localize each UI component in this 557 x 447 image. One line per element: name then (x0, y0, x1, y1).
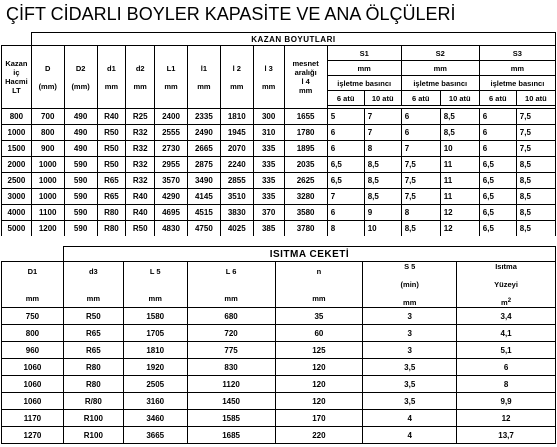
table-cell: 1060 (2, 393, 64, 410)
table-cell: 6 (327, 141, 364, 157)
table-cell: 775 (187, 342, 275, 359)
table-cell: 2000 (2, 157, 32, 173)
table-row (2, 125, 556, 141)
col-l2: l 2 mm (220, 46, 253, 109)
table-cell: 1000 (2, 125, 32, 141)
table-cell: 2490 (187, 125, 220, 141)
kazan-banner: KAZAN BOYUTLARI (31, 33, 555, 46)
S1-10atu: 10 atü (364, 91, 401, 106)
table-cell: R100 (63, 410, 123, 427)
table-cell: 8,5 (364, 157, 401, 173)
table-cell: 4145 (187, 189, 220, 205)
table-cell: 2955 (155, 157, 188, 173)
table-cell: 490 (64, 109, 97, 125)
table-cell: 1200 (31, 221, 64, 237)
table-cell: 680 (187, 308, 275, 325)
table-row (2, 393, 556, 410)
isitma-banner: ISITMA CEKETİ (63, 247, 555, 262)
table-cell: 6 (479, 141, 516, 157)
table-cell: 2240 (220, 157, 253, 173)
table-cell: 9,9 (457, 393, 556, 410)
table-cell: 35 (275, 308, 363, 325)
table-cell: R80 (63, 376, 123, 393)
col-D1: D1 mm (2, 262, 64, 308)
table-cell: 4695 (155, 205, 188, 221)
col-S5: S 5 (min) mm (363, 262, 457, 308)
table-cell: 1895 (284, 141, 327, 157)
table-cell: 3280 (284, 189, 327, 205)
table-cell: 8 (457, 376, 556, 393)
table-cell: R80 (97, 221, 126, 237)
table-cell: 2035 (284, 157, 327, 173)
table-cell: R32 (126, 157, 155, 173)
table-cell: 11 (440, 189, 479, 205)
S3-10atu: 10 atü (516, 91, 555, 106)
table-cell: 1000 (31, 189, 64, 205)
table-cell: R50 (97, 125, 126, 141)
table-row (2, 308, 556, 325)
table-cell: 3 (363, 342, 457, 359)
table-row (2, 221, 556, 237)
table-cell: 1780 (284, 125, 327, 141)
table-cell: 3,5 (363, 376, 457, 393)
table-cell: 1945 (220, 125, 253, 141)
table-cell: R40 (126, 205, 155, 221)
table-cell: 6,5 (327, 173, 364, 189)
table-cell: 6,5 (479, 221, 516, 237)
table-cell: 700 (31, 109, 64, 125)
table-cell: 1060 (2, 359, 64, 376)
col-d1: d1 mm (97, 46, 126, 109)
table-cell: 2500 (2, 173, 32, 189)
col-S1-unit: mm (327, 61, 401, 76)
col-S3-unit: mm (479, 61, 555, 76)
col-D2: D2 (mm) (64, 46, 97, 109)
table-cell: 8,5 (516, 173, 555, 189)
isitma-table (1, 246, 556, 444)
col-n: n mm (275, 262, 363, 308)
table-cell: 1705 (123, 325, 187, 342)
table-cell: 2070 (220, 141, 253, 157)
kazan-table (1, 32, 556, 237)
table-cell: 3 (363, 308, 457, 325)
table-cell: R50 (63, 308, 123, 325)
table-cell: 800 (2, 325, 64, 342)
table-cell: 3780 (284, 221, 327, 237)
col-mesnet: mesnet aralığı l 4 mm (284, 46, 327, 109)
table-cell: 120 (275, 359, 363, 376)
table-cell: 120 (275, 393, 363, 410)
table-cell: 7 (364, 125, 401, 141)
col-L1: L1 mm (155, 46, 188, 109)
table-cell: 3000 (2, 189, 32, 205)
table-cell: 120 (275, 376, 363, 393)
table-cell: R32 (126, 125, 155, 141)
table-cell: R40 (126, 189, 155, 205)
table-cell: 4,1 (457, 325, 556, 342)
table-cell: 2855 (220, 173, 253, 189)
table-cell: 4290 (155, 189, 188, 205)
table-cell: 335 (253, 141, 284, 157)
table-cell: 3,5 (363, 359, 457, 376)
col-S2-unit: mm (401, 61, 479, 76)
table-cell: 7 (401, 141, 440, 157)
table-cell: 3665 (123, 427, 187, 444)
table-cell: 1270 (2, 427, 64, 444)
table-cell: 2875 (187, 157, 220, 173)
table-cell: 2505 (123, 376, 187, 393)
table-cell: 6 (327, 205, 364, 221)
col-kazan: Kazan iç Hacmi LT (2, 46, 32, 109)
table-cell: 8,5 (364, 189, 401, 205)
table-cell: 1000 (31, 157, 64, 173)
table-cell: 6,5 (327, 157, 364, 173)
table-cell: R65 (97, 189, 126, 205)
table-cell: 8 (401, 205, 440, 221)
table-cell: 1120 (187, 376, 275, 393)
table-cell: 6,5 (479, 173, 516, 189)
table-cell: 7,5 (516, 141, 555, 157)
table-cell: 8,5 (516, 221, 555, 237)
table-cell: R50 (97, 141, 126, 157)
table-row (2, 109, 556, 125)
table-cell: 2665 (187, 141, 220, 157)
table-cell: 7,5 (516, 125, 555, 141)
table-cell: 3510 (220, 189, 253, 205)
table-cell: 2555 (155, 125, 188, 141)
table-cell: 6,5 (479, 157, 516, 173)
table-row (2, 141, 556, 157)
table-cell: 590 (64, 189, 97, 205)
table-cell: R25 (126, 109, 155, 125)
table-cell: 7,5 (401, 157, 440, 173)
table-row (2, 157, 556, 173)
table-cell: 1100 (31, 205, 64, 221)
table-cell: 590 (64, 173, 97, 189)
table-cell: 11 (440, 173, 479, 189)
table-cell: 2400 (155, 109, 188, 125)
table-cell: 590 (64, 221, 97, 237)
table-cell: 2730 (155, 141, 188, 157)
table-cell: 1000 (31, 173, 64, 189)
table-cell: 10 (440, 141, 479, 157)
table-cell: 335 (253, 173, 284, 189)
col-S2-pressure: işletme basıncı (401, 76, 479, 91)
table-cell: 8 (364, 141, 401, 157)
table-row (2, 359, 556, 376)
col-S1: S1 (327, 46, 401, 61)
col-d3: d3 mm (63, 262, 123, 308)
table-cell: R65 (63, 325, 123, 342)
col-S1-pressure: işletme basıncı (327, 76, 401, 91)
table-cell: 4515 (187, 205, 220, 221)
col-S3-pressure: işletme basıncı (479, 76, 555, 91)
col-D: D (mm) (31, 46, 64, 109)
table-cell: R65 (97, 173, 126, 189)
kazan-table-body (2, 109, 556, 237)
table-cell: 10 (364, 221, 401, 237)
table-cell: R50 (126, 221, 155, 237)
col-d2: d2 mm (126, 46, 155, 109)
table-cell: 4750 (187, 221, 220, 237)
table-cell: 1500 (2, 141, 32, 157)
S2-10atu: 10 atü (440, 91, 479, 106)
table-cell: 8,5 (401, 221, 440, 237)
table-cell: 310 (253, 125, 284, 141)
table-cell: 6 (327, 125, 364, 141)
table-row (2, 427, 556, 444)
table-cell: 7,5 (401, 173, 440, 189)
col-l1: l1 mm (187, 46, 220, 109)
table-cell: 4025 (220, 221, 253, 237)
S3-6atu: 6 atü (479, 91, 516, 106)
table-cell: 6,5 (479, 189, 516, 205)
table-cell: 12 (457, 410, 556, 427)
table-cell: 3460 (123, 410, 187, 427)
section-gap (0, 236, 557, 246)
isitma-table-body (2, 308, 556, 444)
table-cell: 800 (31, 125, 64, 141)
table-cell: 3490 (187, 173, 220, 189)
table-cell: 490 (64, 125, 97, 141)
table-cell: 12 (440, 221, 479, 237)
S2-6atu: 6 atü (401, 91, 440, 106)
table-cell: 800 (2, 109, 32, 125)
isitma-banner-spacer (2, 247, 64, 262)
table-cell: 13,7 (457, 427, 556, 444)
table-cell: 490 (64, 141, 97, 157)
table-cell: 1585 (187, 410, 275, 427)
S1-6atu: 6 atü (327, 91, 364, 106)
table-row (2, 342, 556, 359)
table-cell: 8,5 (440, 125, 479, 141)
table-cell: 1810 (220, 109, 253, 125)
table-cell: 3160 (123, 393, 187, 410)
table-row (2, 325, 556, 342)
table-cell: 590 (64, 205, 97, 221)
col-S3: S3 (479, 46, 555, 61)
table-cell: 220 (275, 427, 363, 444)
table-cell: 8,5 (516, 189, 555, 205)
table-cell: 8,5 (440, 109, 479, 125)
table-cell: 6 (457, 359, 556, 376)
table-cell: 11 (440, 157, 479, 173)
table-cell: R32 (126, 141, 155, 157)
table-row (2, 189, 556, 205)
table-cell: 9 (364, 205, 401, 221)
table-cell: 8,5 (516, 205, 555, 221)
table-cell: 5,1 (457, 342, 556, 359)
table-cell: 1655 (284, 109, 327, 125)
table-cell: 900 (31, 141, 64, 157)
table-cell: 6 (401, 109, 440, 125)
table-cell: 5 (327, 109, 364, 125)
table-cell: 12 (440, 205, 479, 221)
table-cell: 335 (253, 157, 284, 173)
table-cell: 7 (364, 109, 401, 125)
table-cell: 960 (2, 342, 64, 359)
table-cell: 2335 (187, 109, 220, 125)
table-cell: R/80 (63, 393, 123, 410)
table-cell: 830 (187, 359, 275, 376)
table-cell: 4 (363, 427, 457, 444)
table-row (2, 173, 556, 189)
table-cell: 590 (64, 157, 97, 173)
table-cell: 300 (253, 109, 284, 125)
table-cell: 3,4 (457, 308, 556, 325)
table-cell: 2625 (284, 173, 327, 189)
table-cell: R80 (63, 359, 123, 376)
table-cell: 125 (275, 342, 363, 359)
table-cell: 4000 (2, 205, 32, 221)
col-L5: L 5 mm (123, 262, 187, 308)
table-cell: 6 (401, 125, 440, 141)
table-cell: 3,5 (363, 393, 457, 410)
table-cell: 3570 (155, 173, 188, 189)
table-cell: 3830 (220, 205, 253, 221)
table-cell: 720 (187, 325, 275, 342)
table-cell: 7 (327, 189, 364, 205)
table-cell: R80 (97, 205, 126, 221)
table-cell: 6,5 (479, 205, 516, 221)
col-l3: l 3 mm (253, 46, 284, 109)
table-cell: 3 (363, 325, 457, 342)
table-cell: 1060 (2, 376, 64, 393)
table-cell: 3580 (284, 205, 327, 221)
table-cell: 6 (479, 125, 516, 141)
col-S2: S2 (401, 46, 479, 61)
table-cell: 8 (327, 221, 364, 237)
col-L6: L 6 mm (187, 262, 275, 308)
col-isitma-yuzeyi: Isıtma Yüzeyi $m^2$ (457, 262, 556, 308)
table-cell: 1580 (123, 308, 187, 325)
kazan-banner-spacer (2, 33, 32, 46)
table-row (2, 376, 556, 393)
table-cell: 1685 (187, 427, 275, 444)
table-cell: 7,5 (516, 109, 555, 125)
table-cell: 8,5 (364, 173, 401, 189)
table-cell: 4830 (155, 221, 188, 237)
table-cell: 170 (275, 410, 363, 427)
table-cell: 8,5 (516, 157, 555, 173)
table-cell: 335 (253, 189, 284, 205)
table-cell: 7,5 (401, 189, 440, 205)
table-cell: 385 (253, 221, 284, 237)
table-cell: 60 (275, 325, 363, 342)
table-cell: R32 (126, 173, 155, 189)
table-cell: R65 (63, 342, 123, 359)
table-cell: 6 (479, 109, 516, 125)
table-cell: 1810 (123, 342, 187, 359)
table-cell: 370 (253, 205, 284, 221)
table-cell: R100 (63, 427, 123, 444)
table-cell: 4 (363, 410, 457, 427)
table-cell: 1920 (123, 359, 187, 376)
table-cell: 750 (2, 308, 64, 325)
table-row (2, 410, 556, 427)
table-cell: 5000 (2, 221, 32, 237)
table-cell: R50 (97, 157, 126, 173)
page-title: ÇİFT CİDARLI BOYLER KAPASİTE VE ANA ÖLÇÜLERİ (6, 4, 456, 24)
table-cell: 1450 (187, 393, 275, 410)
table-cell: 1170 (2, 410, 64, 427)
table-cell: R40 (97, 109, 126, 125)
table-row (2, 205, 556, 221)
